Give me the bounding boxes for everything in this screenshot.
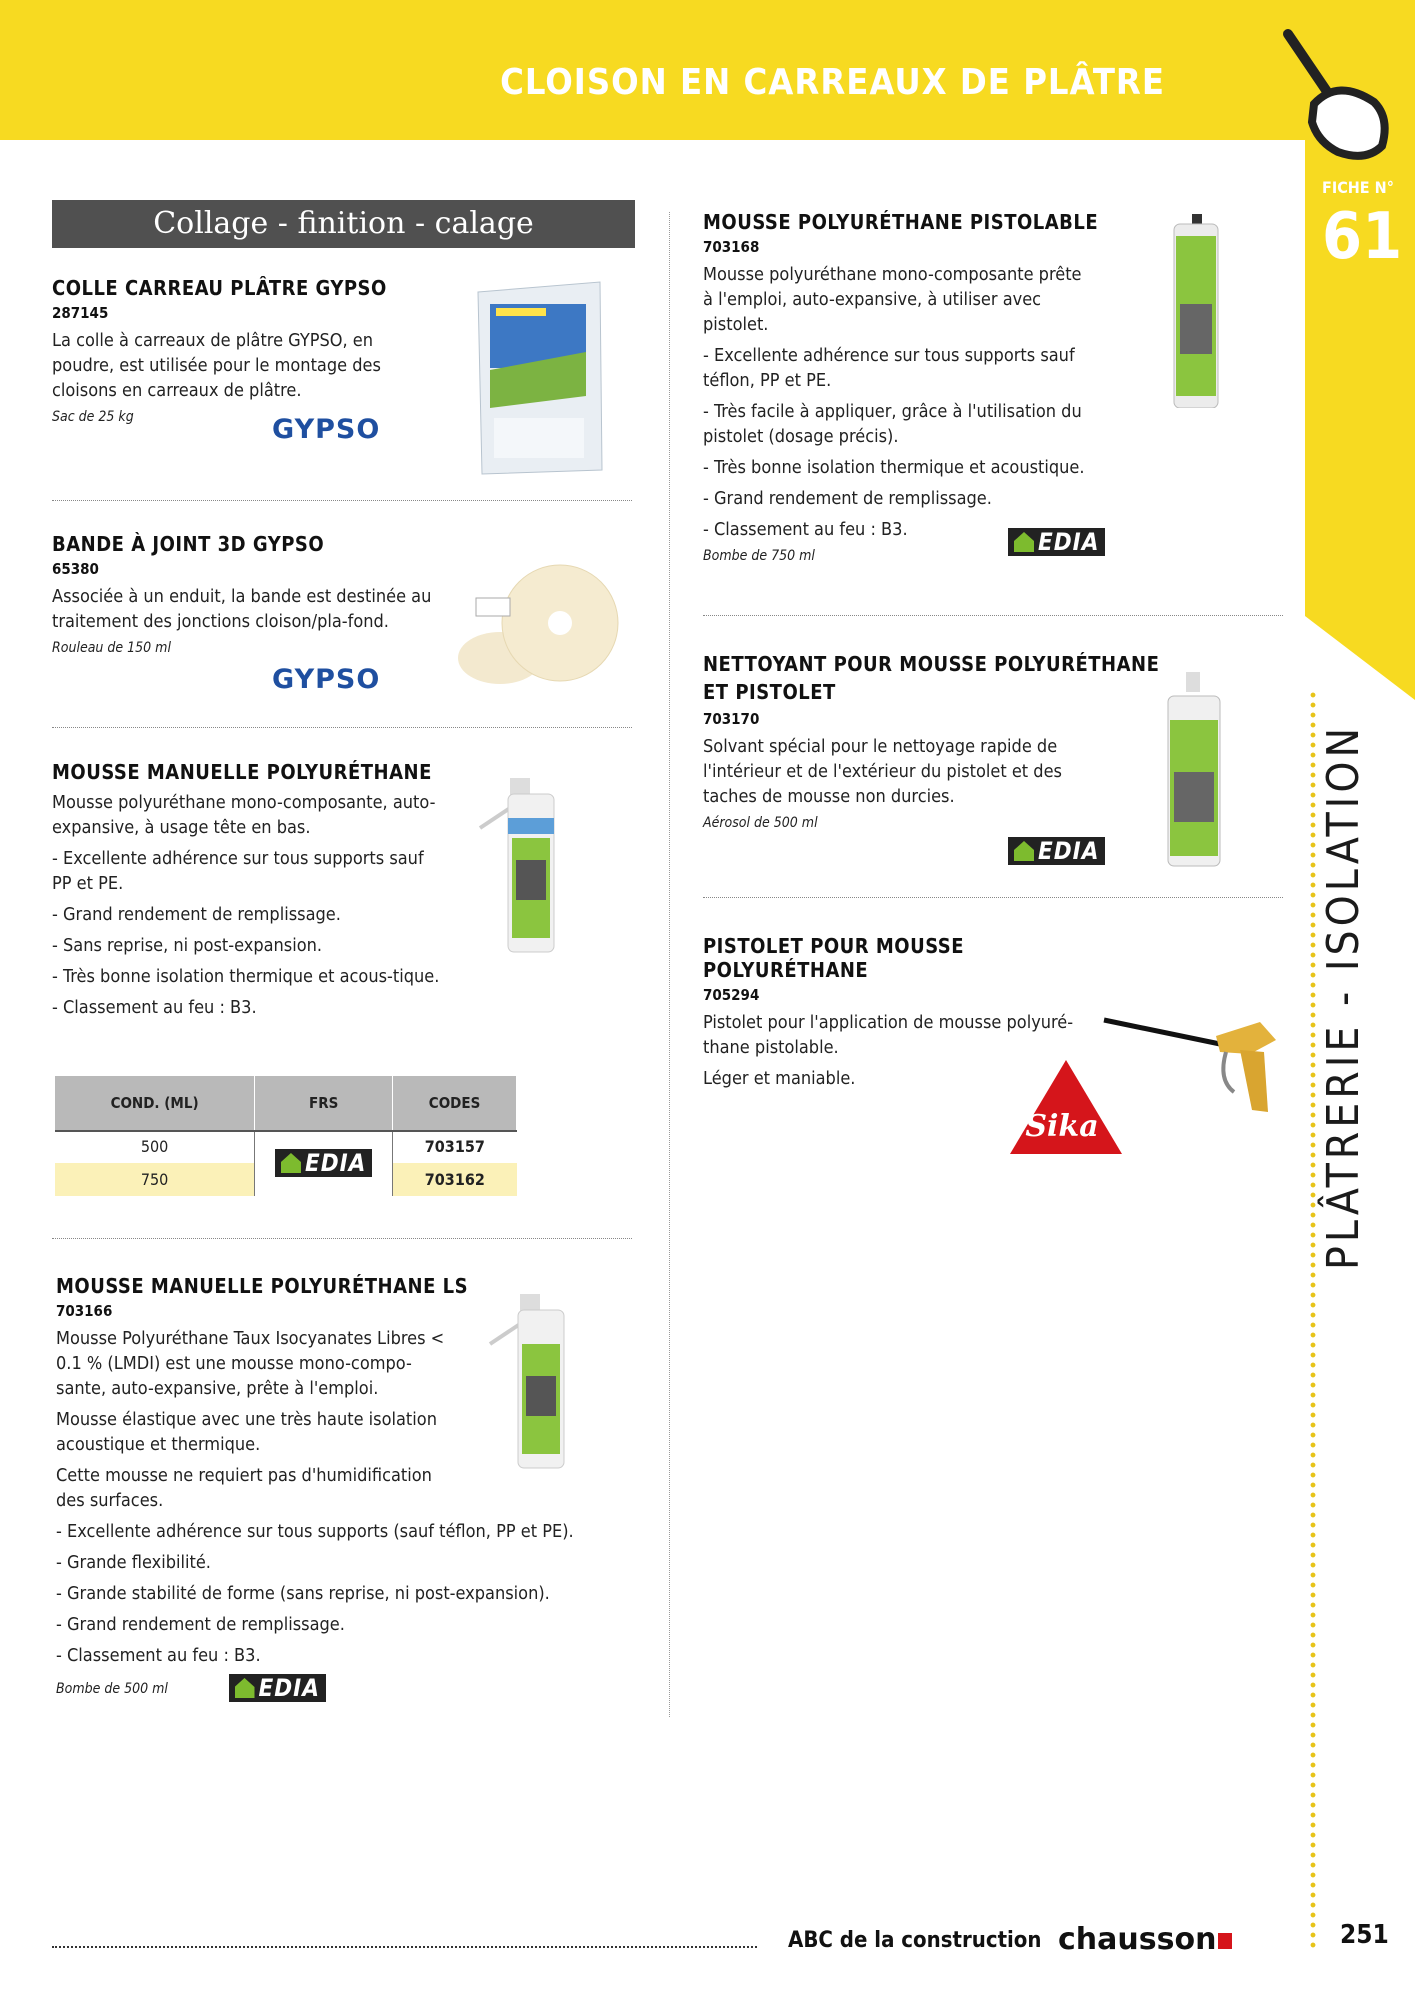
description-line: - Très bonne isolation thermique et acoustique. xyxy=(703,457,1085,478)
product-description xyxy=(52,328,432,403)
product-code: 703166 xyxy=(56,1302,113,1320)
code-cell: 703162 xyxy=(393,1163,517,1196)
product-mousse-pistolable xyxy=(703,210,1163,564)
product-code: 703170 xyxy=(703,710,760,728)
sika-logo xyxy=(1008,1058,1124,1156)
brand-name: EDIA xyxy=(1038,528,1100,556)
description-line: - Grand rendement de remplissage. xyxy=(703,488,992,509)
publication-title: ABC de la construction xyxy=(788,1928,1042,1953)
category-title: PLÂTRERIE - ISOLATION xyxy=(1318,723,1369,1270)
cond-cell: 750 xyxy=(55,1163,255,1196)
separator xyxy=(703,897,1283,898)
product-title: MOUSSE POLYURÉTHANE PISTOLABLE xyxy=(703,210,1099,234)
product-conditioning: Bombe de 750 ml xyxy=(703,548,815,564)
brand-name: EDIA xyxy=(1038,837,1100,865)
pistolable-can-image xyxy=(1168,214,1228,408)
product-description xyxy=(703,262,1163,542)
footer-dotted-line xyxy=(52,1946,757,1948)
product-colle-gypso xyxy=(52,276,432,425)
product-title: BANDE À JOINT 3D GYPSO xyxy=(52,532,325,556)
product-conditioning: Bombe de 500 ml xyxy=(56,1680,168,1697)
table-row xyxy=(55,1130,517,1163)
product-bande-joint xyxy=(52,532,432,656)
tape-roll-image xyxy=(430,548,630,698)
description-line: - Très facile à appliquer, grâce à l'utilisation du pistolet (dosage précis). xyxy=(703,401,1082,447)
foam-gun-image xyxy=(1100,1000,1290,1130)
fiche-label: FICHE N° xyxy=(1322,178,1394,197)
description-line: Léger et maniable. xyxy=(703,1068,856,1089)
edia-logo xyxy=(229,1674,326,1702)
description-line: Mousse polyuréthane mono-composante prête à l'emploi, auto-expansive, à utiliser avec pistolet. xyxy=(703,264,1082,335)
separator xyxy=(52,1238,632,1239)
description-line: - Excellente adhérence sur tous supports (sauf téflon, PP et PE). xyxy=(56,1521,574,1542)
product-description xyxy=(703,734,1163,809)
product-code: 65380 xyxy=(52,560,99,578)
brand-name: EDIA xyxy=(258,1674,320,1702)
description-line: - Grand rendement de remplissage. xyxy=(52,904,341,925)
description-line: Mousse Polyuréthane Taux Isocyanates Libres < 0.1 % (LMDI) est une mousse mono-compo-sante, auto-expansive, prête à l'emploi. xyxy=(56,1328,445,1399)
product-title: MOUSSE MANUELLE POLYURÉTHANE xyxy=(52,760,432,784)
separator xyxy=(52,727,632,728)
edia-house-icon xyxy=(281,1153,301,1173)
product-title: NETTOYANT POUR MOUSSE POLYURÉTHANE ET PISTOLET xyxy=(703,652,1160,704)
foam-can-image xyxy=(470,768,610,958)
chausson-logo xyxy=(1058,1922,1232,1957)
product-description xyxy=(52,584,432,634)
col-frs-header: FRS xyxy=(255,1076,393,1130)
product-conditioning: Rouleau de 150 ml xyxy=(52,640,171,656)
gypso-logo: GYPSO xyxy=(272,414,381,445)
col-codes-header: CODES xyxy=(393,1076,517,1130)
description-line: - Excellente adhérence sur tous supports sauf PP et PE. xyxy=(52,848,424,894)
column-divider xyxy=(669,212,670,1717)
description-line: Mousse élastique avec une très haute isolation acoustique et thermique. xyxy=(56,1409,437,1455)
description-line: Mousse polyuréthane mono-composante, auto-expansive, à usage tête en bas. xyxy=(52,792,436,838)
product-code: 703168 xyxy=(703,238,760,256)
description-line: - Excellente adhérence sur tous supports sauf téflon, PP et PE. xyxy=(703,345,1075,391)
fiche-number: 61 xyxy=(1322,200,1403,274)
header-bar xyxy=(0,0,1415,140)
section-header: Collage - finition - calage xyxy=(52,200,635,248)
cond-cell: 500 xyxy=(140,1137,169,1156)
conditioning-table xyxy=(55,1076,517,1196)
product-title: PISTOLET POUR MOUSSE POLYURÉTHANE xyxy=(703,934,965,982)
description-line: - Très bonne isolation thermique et acous-tique. xyxy=(52,966,440,987)
product-mousse-manuelle xyxy=(52,760,442,1026)
sika-brand-text: Sika xyxy=(1025,1109,1099,1144)
colle-bag-image xyxy=(472,278,606,478)
description-line: Associée à un enduit, la bande est destinée au traitement des jonctions cloison/pla-fond. xyxy=(52,586,432,632)
description-line: - Classement au feu : B3. xyxy=(56,1645,261,1666)
description-line: - Classement au feu : B3. xyxy=(703,519,908,540)
trowel-icon xyxy=(1278,26,1398,166)
description-line: Pistolet pour l'application de mousse polyuré-thane pistolable. xyxy=(703,1012,1074,1058)
brand-name: EDIA xyxy=(304,1149,367,1177)
edia-house-icon xyxy=(235,1678,255,1698)
description-line: - Sans reprise, ni post-expansion. xyxy=(52,935,323,956)
edia-logo xyxy=(275,1149,372,1177)
foam-can-ls-image xyxy=(480,1284,620,1474)
product-code: 705294 xyxy=(703,986,760,1004)
product-title: MOUSSE MANUELLE POLYURÉTHANE LS xyxy=(56,1274,469,1298)
frs-cell xyxy=(255,1130,393,1196)
page-number: 251 xyxy=(1340,1920,1389,1950)
description-line: - Grande flexibilité. xyxy=(56,1552,211,1573)
product-description xyxy=(52,790,442,1020)
col-cond-header: COND. (ML) xyxy=(55,1076,255,1130)
description-line: - Grand rendement de remplissage. xyxy=(56,1614,345,1635)
description-line: Cette mousse ne requiert pas d'humidification des surfaces. xyxy=(56,1465,432,1511)
gypso-logo: GYPSO xyxy=(272,664,381,695)
page-title: CLOISON EN CARREAUX DE PLÂTRE xyxy=(500,62,1165,103)
product-nettoyant xyxy=(703,650,1163,831)
edia-house-icon xyxy=(1014,532,1034,552)
product-title: COLLE CARREAU PLÂTRE GYPSO xyxy=(52,276,387,300)
brand-name: chausson xyxy=(1058,1922,1217,1957)
separator xyxy=(703,615,1283,616)
chausson-mark-icon xyxy=(1218,1933,1232,1949)
product-conditioning: Sac de 25 kg xyxy=(52,409,134,425)
description-line: La colle à carreaux de plâtre GYPSO, en poudre, est utilisée pour le montage des cloisons en carreaux de plâtre. xyxy=(52,330,381,401)
edia-house-icon xyxy=(1014,841,1034,861)
separator xyxy=(52,500,632,501)
product-conditioning: Aérosol de 500 ml xyxy=(703,815,818,831)
table-rule xyxy=(55,1130,517,1132)
product-code: 287145 xyxy=(52,304,109,322)
edia-logo xyxy=(1008,528,1105,556)
nettoyant-can-image xyxy=(1160,672,1230,868)
code-cell: 703157 xyxy=(424,1137,485,1156)
description-line: - Classement au feu : B3. xyxy=(52,997,257,1018)
side-dotted-line xyxy=(1310,690,1316,1950)
description-line: Solvant spécial pour le nettoyage rapide de l'intérieur et de l'extérieur du pistolet et des taches de mousse non durcies. xyxy=(703,736,1062,807)
edia-logo xyxy=(1008,837,1105,865)
description-line: - Grande stabilité de forme (sans reprise, ni post-expansion). xyxy=(56,1583,550,1604)
